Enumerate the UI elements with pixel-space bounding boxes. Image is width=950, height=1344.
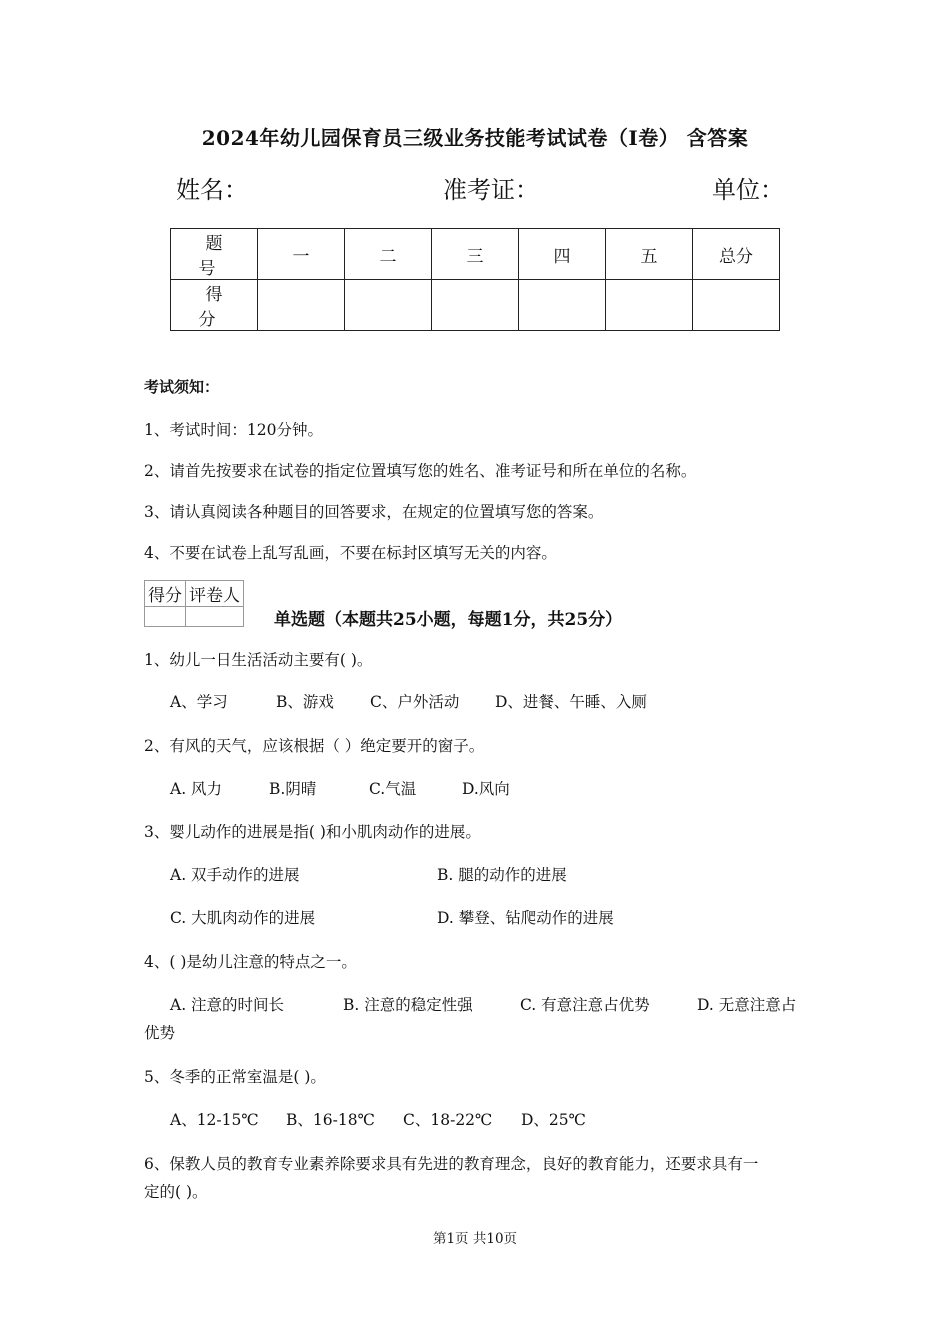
grader-reviewer-label: 评卷人	[186, 581, 244, 607]
name-field-label: 姓名：	[176, 176, 248, 204]
score-header-cell: 三	[432, 229, 519, 280]
score-header-cell: 题 号	[171, 229, 258, 280]
question-stem-continued: 定的( )。	[144, 1183, 208, 1201]
page-footer: 第1页 共10页	[432, 1231, 518, 1247]
score-header-cell: 四	[519, 229, 606, 280]
question-option[interactable]: A. 风力	[170, 780, 223, 798]
score-input-cell[interactable]	[606, 280, 693, 331]
question-option[interactable]: D、25℃	[521, 1111, 586, 1129]
score-header-cell: 一	[258, 229, 345, 280]
question-option[interactable]: D. 无意注意占	[697, 996, 797, 1014]
question-stem: 6、保教人员的教育专业素养除要求具有先进的教育理念，良好的教育能力，还要求具有一	[144, 1155, 759, 1173]
question-option[interactable]: A. 注意的时间长	[170, 996, 285, 1014]
exam-id-field-label: 准考证：	[443, 176, 539, 204]
question-option[interactable]: C、户外活动	[370, 693, 460, 711]
question-option[interactable]: A、学习	[170, 693, 228, 711]
notice-heading: 考试须知：	[144, 378, 220, 396]
score-input-cell[interactable]	[519, 280, 606, 331]
section-title: 单选题（本题共25小题，每题1分，共25分）	[274, 610, 623, 630]
question-option[interactable]: D. 攀登、钻爬动作的进展	[437, 909, 614, 927]
question-option[interactable]: A、12-15℃	[170, 1111, 259, 1129]
question-option-wrap: 优势	[144, 1024, 176, 1042]
notice-item: 1、考试时间：120分钟。	[144, 421, 323, 439]
notice-item: 2、请首先按要求在试卷的指定位置填写您的姓名、准考证号和所在单位的名称。	[144, 462, 697, 480]
score-input-cell[interactable]	[345, 280, 432, 331]
question-option[interactable]: C.气温	[369, 780, 417, 798]
score-input-cell[interactable]	[258, 280, 345, 331]
question-option[interactable]: C. 有意注意占优势	[520, 996, 650, 1014]
question-stem: 3、婴儿动作的进展是指( )和小肌肉动作的进展。	[144, 823, 481, 841]
question-stem: 4、( )是幼儿注意的特点之一。	[144, 953, 357, 971]
question-option[interactable]: B、16-18℃	[286, 1111, 375, 1129]
score-header-cell: 五	[606, 229, 693, 280]
score-header-cell: 二	[345, 229, 432, 280]
question-option[interactable]: A. 双手动作的进展	[170, 866, 300, 884]
score-input-cell[interactable]	[693, 280, 780, 331]
question-option[interactable]: B. 腿的动作的进展	[437, 866, 567, 884]
notice-item: 4、不要在试卷上乱写乱画，不要在标封区填写无关的内容。	[144, 544, 557, 562]
grader-score-label: 得分	[145, 581, 186, 607]
question-stem: 1、幼儿一日生活活动主要有( )。	[144, 651, 373, 669]
question-stem: 5、冬季的正常室温是( )。	[144, 1068, 326, 1086]
grader-score-cell[interactable]	[145, 607, 186, 627]
question-option[interactable]: B.阴晴	[269, 780, 317, 798]
question-stem: 2、有风的天气，应该根据（ ）绝定要开的窗子。	[144, 737, 485, 755]
grader-table	[144, 580, 244, 627]
score-table	[170, 228, 780, 331]
score-table-header-row	[171, 229, 780, 280]
score-row-label: 得 分	[171, 280, 258, 331]
question-option[interactable]: B、游戏	[276, 693, 334, 711]
grader-reviewer-cell[interactable]	[186, 607, 244, 627]
question-option[interactable]: B. 注意的稳定性强	[343, 996, 473, 1014]
question-option[interactable]: C. 大肌肉动作的进展	[170, 909, 316, 927]
score-header-cell: 总分	[693, 229, 780, 280]
score-table-score-row	[171, 280, 780, 331]
question-option[interactable]: C、18-22℃	[403, 1111, 493, 1129]
notice-item: 3、请认真阅读各种题目的回答要求，在规定的位置填写您的答案。	[144, 503, 604, 521]
page-title: 2024年幼儿园保育员三级业务技能考试试卷（I卷） 含答案	[201, 126, 749, 150]
unit-field-label: 单位：	[712, 176, 784, 204]
question-option[interactable]: D、进餐、午睡、入厕	[495, 693, 647, 711]
question-option[interactable]: D.风向	[462, 780, 510, 798]
score-input-cell[interactable]	[432, 280, 519, 331]
